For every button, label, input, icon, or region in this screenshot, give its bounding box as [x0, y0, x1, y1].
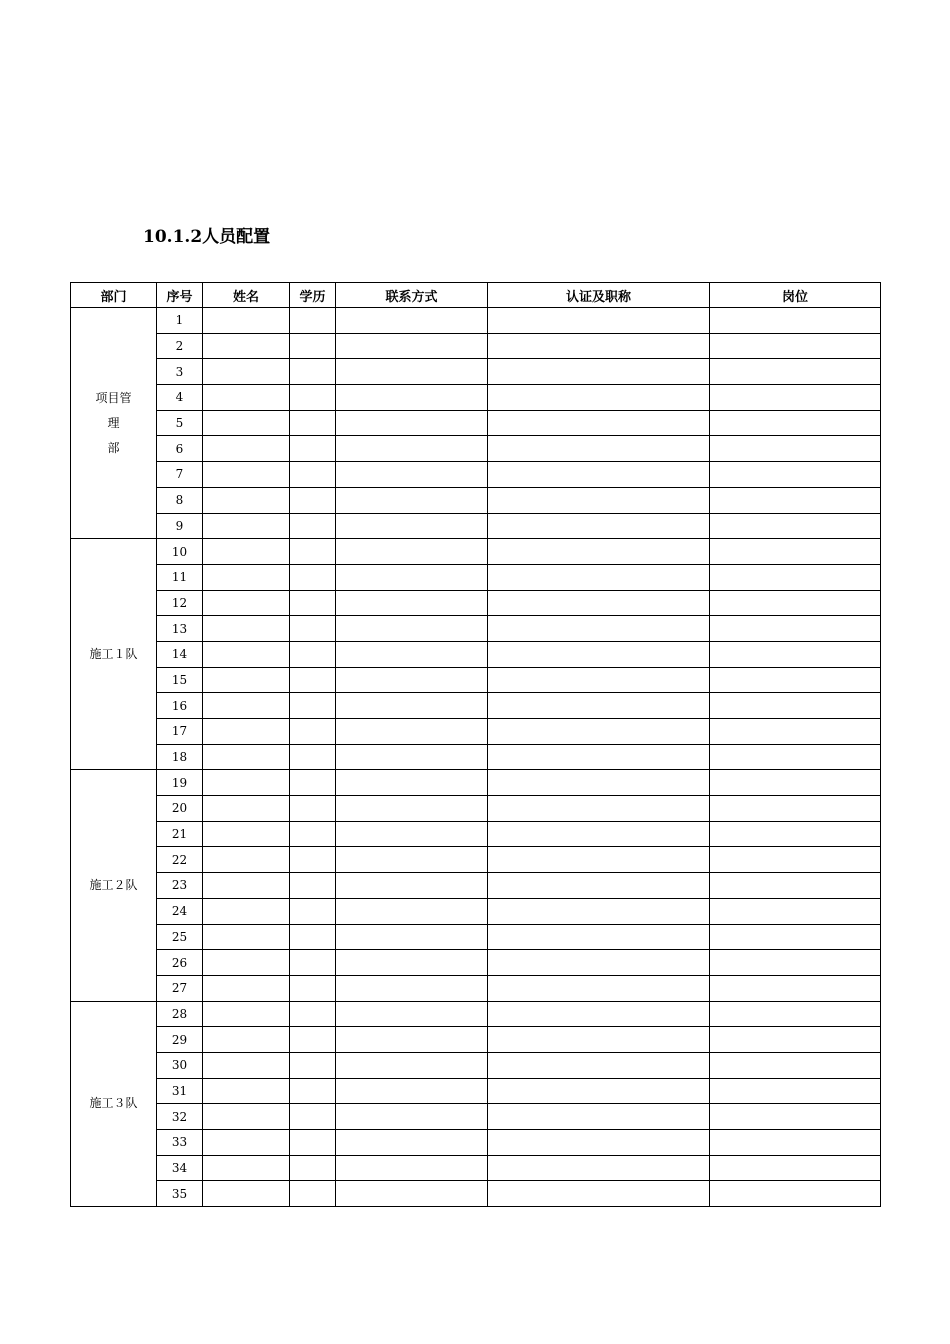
header-seq: 序号	[157, 283, 203, 308]
seq-cell: 11	[157, 564, 203, 590]
certification-cell	[488, 436, 710, 462]
table-row	[71, 564, 881, 590]
contact-cell	[336, 693, 488, 719]
table-row	[71, 539, 881, 565]
seq-cell: 31	[157, 1078, 203, 1104]
post-cell	[710, 770, 881, 796]
table-row	[71, 1078, 881, 1104]
table-row	[71, 770, 881, 796]
certification-cell	[488, 667, 710, 693]
staffing-table	[70, 282, 881, 1207]
table-body	[71, 308, 881, 1207]
table-row	[71, 1130, 881, 1156]
education-cell	[290, 1130, 336, 1156]
education-cell	[290, 641, 336, 667]
education-cell	[290, 1001, 336, 1027]
name-cell	[203, 975, 290, 1001]
contact-cell	[336, 770, 488, 796]
post-cell	[710, 1078, 881, 1104]
name-cell	[203, 641, 290, 667]
post-cell	[710, 462, 881, 488]
table-row	[71, 719, 881, 745]
contact-cell	[336, 667, 488, 693]
post-cell	[710, 590, 881, 616]
name-cell	[203, 410, 290, 436]
contact-cell	[336, 410, 488, 436]
header-row	[71, 283, 881, 308]
seq-cell: 25	[157, 924, 203, 950]
name-cell	[203, 385, 290, 411]
certification-cell	[488, 487, 710, 513]
name-cell	[203, 513, 290, 539]
post-cell	[710, 1181, 881, 1207]
post-cell	[710, 308, 881, 334]
header-name: 姓名	[203, 283, 290, 308]
contact-cell	[336, 308, 488, 334]
certification-cell	[488, 924, 710, 950]
table-row	[71, 1001, 881, 1027]
dept-label-line: 施工３队	[89, 1096, 138, 1111]
table-row	[71, 333, 881, 359]
post-cell	[710, 487, 881, 513]
seq-cell: 14	[157, 641, 203, 667]
education-cell	[290, 847, 336, 873]
contact-cell	[336, 539, 488, 565]
education-cell	[290, 1052, 336, 1078]
seq-cell: 12	[157, 590, 203, 616]
table-row	[71, 950, 881, 976]
table-row	[71, 667, 881, 693]
name-cell	[203, 616, 290, 642]
seq-cell: 10	[157, 539, 203, 565]
education-cell	[290, 950, 336, 976]
name-cell	[203, 308, 290, 334]
seq-cell: 7	[157, 462, 203, 488]
post-cell	[710, 693, 881, 719]
education-cell	[290, 1078, 336, 1104]
dept-label-line: 项目管	[95, 390, 132, 405]
certification-cell	[488, 1104, 710, 1130]
certification-cell	[488, 744, 710, 770]
education-cell	[290, 924, 336, 950]
name-cell	[203, 436, 290, 462]
certification-cell	[488, 359, 710, 385]
post-cell	[710, 1130, 881, 1156]
name-cell	[203, 693, 290, 719]
section-title: 10.1.2人员配置	[143, 227, 271, 247]
certification-cell	[488, 719, 710, 745]
contact-cell	[336, 1001, 488, 1027]
seq-cell: 6	[157, 436, 203, 462]
dept-cell	[71, 539, 157, 770]
seq-cell: 35	[157, 1181, 203, 1207]
name-cell	[203, 1001, 290, 1027]
post-cell	[710, 1104, 881, 1130]
education-cell	[290, 1104, 336, 1130]
post-cell	[710, 667, 881, 693]
seq-cell: 5	[157, 410, 203, 436]
seq-cell: 29	[157, 1027, 203, 1053]
contact-cell	[336, 1155, 488, 1181]
seq-cell: 4	[157, 385, 203, 411]
contact-cell	[336, 616, 488, 642]
certification-cell	[488, 796, 710, 822]
name-cell	[203, 1181, 290, 1207]
seq-cell: 9	[157, 513, 203, 539]
post-cell	[710, 719, 881, 745]
education-cell	[290, 975, 336, 1001]
post-cell	[710, 385, 881, 411]
seq-cell: 16	[157, 693, 203, 719]
post-cell	[710, 1052, 881, 1078]
education-cell	[290, 693, 336, 719]
post-cell	[710, 1155, 881, 1181]
certification-cell	[488, 564, 710, 590]
certification-cell	[488, 1052, 710, 1078]
post-cell	[710, 410, 881, 436]
contact-cell	[336, 1078, 488, 1104]
seq-cell: 1	[157, 308, 203, 334]
seq-cell: 19	[157, 770, 203, 796]
name-cell	[203, 462, 290, 488]
header-post: 岗位	[710, 283, 881, 308]
education-cell	[290, 821, 336, 847]
table-row	[71, 898, 881, 924]
name-cell	[203, 950, 290, 976]
dept-cell	[71, 1001, 157, 1207]
contact-cell	[336, 1104, 488, 1130]
education-cell	[290, 539, 336, 565]
contact-cell	[336, 564, 488, 590]
seq-cell: 15	[157, 667, 203, 693]
certification-cell	[488, 1181, 710, 1207]
contact-cell	[336, 641, 488, 667]
table-row	[71, 1052, 881, 1078]
table-row	[71, 693, 881, 719]
certification-cell	[488, 308, 710, 334]
post-cell	[710, 333, 881, 359]
education-cell	[290, 770, 336, 796]
contact-cell	[336, 744, 488, 770]
seq-cell: 23	[157, 873, 203, 899]
post-cell	[710, 975, 881, 1001]
table-row	[71, 487, 881, 513]
education-cell	[290, 1155, 336, 1181]
seq-cell: 17	[157, 719, 203, 745]
post-cell	[710, 564, 881, 590]
certification-cell	[488, 1027, 710, 1053]
education-cell	[290, 513, 336, 539]
name-cell	[203, 1104, 290, 1130]
seq-cell: 3	[157, 359, 203, 385]
certification-cell	[488, 1155, 710, 1181]
dept-label-line: 施工１队	[89, 646, 138, 661]
contact-cell	[336, 950, 488, 976]
seq-cell: 34	[157, 1155, 203, 1181]
name-cell	[203, 333, 290, 359]
name-cell	[203, 487, 290, 513]
contact-cell	[336, 462, 488, 488]
header-education: 学历	[290, 283, 336, 308]
name-cell	[203, 744, 290, 770]
education-cell	[290, 308, 336, 334]
certification-cell	[488, 693, 710, 719]
education-cell	[290, 1181, 336, 1207]
table-row	[71, 616, 881, 642]
education-cell	[290, 590, 336, 616]
post-cell	[710, 744, 881, 770]
contact-cell	[336, 796, 488, 822]
table-row	[71, 744, 881, 770]
education-cell	[290, 385, 336, 411]
education-cell	[290, 410, 336, 436]
post-cell	[710, 641, 881, 667]
education-cell	[290, 873, 336, 899]
seq-cell: 21	[157, 821, 203, 847]
table-row	[71, 796, 881, 822]
education-cell	[290, 667, 336, 693]
contact-cell	[336, 847, 488, 873]
seq-cell: 20	[157, 796, 203, 822]
post-cell	[710, 1001, 881, 1027]
seq-cell: 24	[157, 898, 203, 924]
table-row	[71, 873, 881, 899]
table-row	[71, 359, 881, 385]
post-cell	[710, 359, 881, 385]
seq-cell: 8	[157, 487, 203, 513]
certification-cell	[488, 898, 710, 924]
name-cell	[203, 1130, 290, 1156]
certification-cell	[488, 821, 710, 847]
name-cell	[203, 1078, 290, 1104]
post-cell	[710, 821, 881, 847]
name-cell	[203, 1052, 290, 1078]
table-row	[71, 1181, 881, 1207]
name-cell	[203, 796, 290, 822]
education-cell	[290, 898, 336, 924]
certification-cell	[488, 539, 710, 565]
education-cell	[290, 796, 336, 822]
table-row	[71, 308, 881, 334]
table-row	[71, 513, 881, 539]
certification-cell	[488, 847, 710, 873]
contact-cell	[336, 385, 488, 411]
name-cell	[203, 719, 290, 745]
post-cell	[710, 796, 881, 822]
post-cell	[710, 539, 881, 565]
education-cell	[290, 436, 336, 462]
certification-cell	[488, 641, 710, 667]
certification-cell	[488, 770, 710, 796]
contact-cell	[336, 873, 488, 899]
certification-cell	[488, 1130, 710, 1156]
seq-cell: 2	[157, 333, 203, 359]
contact-cell	[336, 1130, 488, 1156]
contact-cell	[336, 333, 488, 359]
education-cell	[290, 359, 336, 385]
contact-cell	[336, 436, 488, 462]
education-cell	[290, 1027, 336, 1053]
education-cell	[290, 616, 336, 642]
certification-cell	[488, 462, 710, 488]
table-row	[71, 410, 881, 436]
education-cell	[290, 333, 336, 359]
education-cell	[290, 462, 336, 488]
contact-cell	[336, 924, 488, 950]
certification-cell	[488, 950, 710, 976]
table-row	[71, 436, 881, 462]
contact-cell	[336, 898, 488, 924]
name-cell	[203, 539, 290, 565]
post-cell	[710, 436, 881, 462]
post-cell	[710, 1027, 881, 1053]
header-certification: 认证及职称	[488, 283, 710, 308]
contact-cell	[336, 719, 488, 745]
certification-cell	[488, 410, 710, 436]
education-cell	[290, 564, 336, 590]
seq-cell: 27	[157, 975, 203, 1001]
contact-cell	[336, 487, 488, 513]
post-cell	[710, 873, 881, 899]
table-row	[71, 821, 881, 847]
seq-cell: 33	[157, 1130, 203, 1156]
contact-cell	[336, 513, 488, 539]
seq-cell: 22	[157, 847, 203, 873]
contact-cell	[336, 821, 488, 847]
post-cell	[710, 847, 881, 873]
table-row	[71, 462, 881, 488]
education-cell	[290, 744, 336, 770]
name-cell	[203, 1027, 290, 1053]
seq-cell: 13	[157, 616, 203, 642]
table-row	[71, 1155, 881, 1181]
post-cell	[710, 898, 881, 924]
education-cell	[290, 487, 336, 513]
table-row	[71, 641, 881, 667]
seq-cell: 30	[157, 1052, 203, 1078]
name-cell	[203, 898, 290, 924]
post-cell	[710, 616, 881, 642]
name-cell	[203, 873, 290, 899]
name-cell	[203, 667, 290, 693]
name-cell	[203, 924, 290, 950]
name-cell	[203, 359, 290, 385]
seq-cell: 32	[157, 1104, 203, 1130]
header-contact: 联系方式	[336, 283, 488, 308]
certification-cell	[488, 873, 710, 899]
name-cell	[203, 821, 290, 847]
header-dept: 部门	[71, 283, 157, 308]
name-cell	[203, 847, 290, 873]
certification-cell	[488, 975, 710, 1001]
dept-label-line: 部	[107, 440, 120, 455]
name-cell	[203, 1155, 290, 1181]
certification-cell	[488, 385, 710, 411]
dept-cell	[71, 770, 157, 1001]
contact-cell	[336, 359, 488, 385]
seq-cell: 26	[157, 950, 203, 976]
table-row	[71, 1027, 881, 1053]
contact-cell	[336, 1052, 488, 1078]
dept-cell	[71, 308, 157, 539]
table-row	[71, 385, 881, 411]
certification-cell	[488, 1078, 710, 1104]
post-cell	[710, 924, 881, 950]
contact-cell	[336, 1181, 488, 1207]
contact-cell	[336, 590, 488, 616]
seq-cell: 28	[157, 1001, 203, 1027]
seq-cell: 18	[157, 744, 203, 770]
certification-cell	[488, 590, 710, 616]
name-cell	[203, 590, 290, 616]
name-cell	[203, 770, 290, 796]
certification-cell	[488, 333, 710, 359]
table-row	[71, 590, 881, 616]
dept-label-line: 施工２队	[89, 877, 138, 892]
certification-cell	[488, 1001, 710, 1027]
contact-cell	[336, 1027, 488, 1053]
table-header	[71, 283, 881, 308]
table-row	[71, 1104, 881, 1130]
education-cell	[290, 719, 336, 745]
post-cell	[710, 950, 881, 976]
table-row	[71, 847, 881, 873]
name-cell	[203, 564, 290, 590]
contact-cell	[336, 975, 488, 1001]
certification-cell	[488, 513, 710, 539]
table-row	[71, 924, 881, 950]
table-row	[71, 975, 881, 1001]
certification-cell	[488, 616, 710, 642]
dept-label-line: 理	[107, 415, 120, 430]
post-cell	[710, 513, 881, 539]
